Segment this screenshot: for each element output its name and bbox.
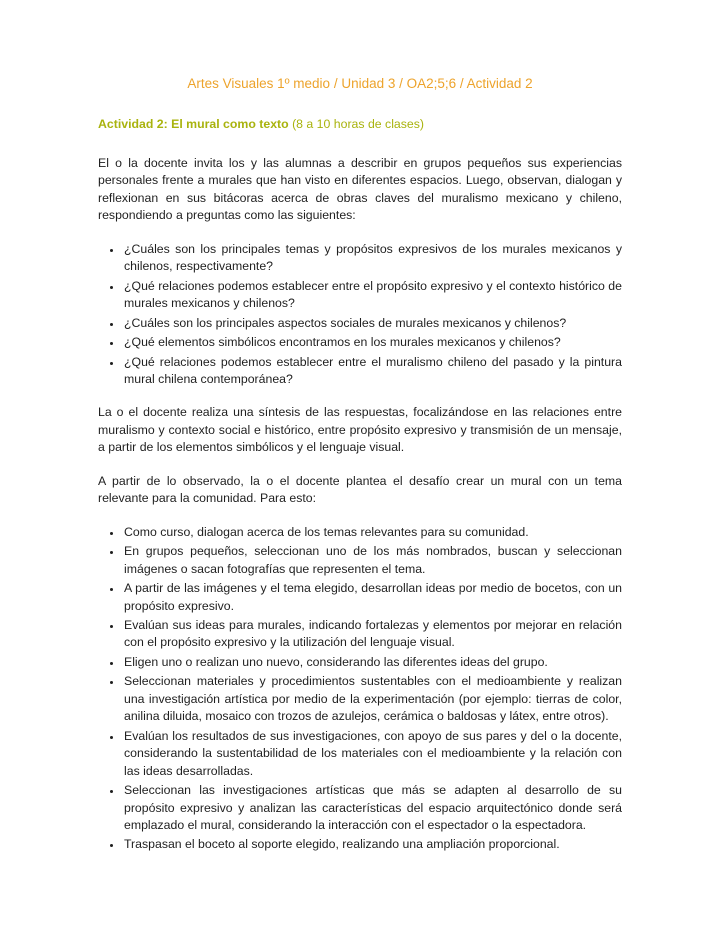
challenge-paragraph: A partir de lo observado, la o el docente plantea el desafío crear un mural con un tema relevante para la comunidad. Para esto: xyxy=(98,473,622,506)
step-list-item: • Evalúan sus ideas para murales, indicando fortalezas y elementos por mejorar en relación con el propósito expresivo y la utilización del lenguaje visual. xyxy=(122,617,622,652)
document-title: Artes Visuales 1º medio / Unidad 3 / OA2;5;6 / Actividad 2 xyxy=(187,76,533,91)
question-list-item: • ¿Cuáles son los principales aspectos sociales de murales mexicanos y chilenos? xyxy=(122,315,622,332)
activity-heading-label: Actividad 2: El mural como texto xyxy=(98,117,289,131)
question-list-item: • ¿Qué elementos simbólicos encontramos en los murales mexicanos y chilenos? xyxy=(122,334,622,351)
synthesis-paragraph: La o el docente realiza una síntesis de las respuestas, focalizándose en las relaciones entre muralismo y contexto social e histórico, entre propósito expresivo y transmisión de un mensaje, a partir de los elementos simbólicos y el lenguaje visual. xyxy=(98,405,622,455)
step-list-item: • A partir de las imágenes y el tema elegido, desarrollan ideas por medio de bocetos, con un propósito expresivo. xyxy=(122,580,622,615)
step-list-item: • Como curso, dialogan acerca de los temas relevantes para su comunidad. xyxy=(122,524,622,541)
activity-duration: (8 a 10 horas de clases) xyxy=(288,117,424,131)
steps-list xyxy=(98,524,622,854)
activity-heading xyxy=(98,117,622,131)
questions-list xyxy=(98,241,622,389)
question-list-item: • ¿Qué relaciones podemos establecer entre el propósito expresivo y el contexto histórico de murales mexicanos y chilenos? xyxy=(122,278,622,313)
step-list-item: • Seleccionan las investigaciones artísticas que más se adapten al desarrollo de su propósito expresivo y analizan las características del espacio arquitectónico donde será emplazado el mural, considerando la interacción con el espectador o la espectadora. xyxy=(122,782,622,834)
step-list-item: • Eligen uno o realizan uno nuevo, considerando las diferentes ideas del grupo. xyxy=(122,654,622,671)
step-list-item: • En grupos pequeños, seleccionan uno de los más nombrados, buscan y seleccionan imágenes o sacan fotografías que representen el tema. xyxy=(122,543,622,578)
question-list-item: • ¿Cuáles son los principales temas y propósitos expresivos de los murales mexicanos y chilenos, respectivamente? xyxy=(122,241,622,276)
step-list-item: • Traspasan el boceto al soporte elegido, realizando una ampliación proporcional. xyxy=(122,836,622,853)
step-list-item: • Evalúan los resultados de sus investigaciones, con apoyo de sus pares y del o la docente, considerando la sustentabilidad de los materiales con el medioambiente y la relación con las ideas desarrolladas. xyxy=(122,728,622,780)
intro-paragraph: El o la docente invita los y las alumnas a describir en grupos pequeños sus experiencias personales frente a murales que han visto en diferentes espacios. Luego, observan, dialogan y reflexionan en sus bitácoras acerca de obras claves del muralismo mexicano y chileno, respondiendo a preguntas como las siguientes: xyxy=(98,156,622,223)
step-list-item: • Seleccionan materiales y procedimientos sustentables con el medioambiente y realizan una investigación artística por medio de la experimentación (por ejemplo: tierras de color, anilina diluida, mosaico con trozos de azulejos, cerámica o baldosas y látex, entre otros). xyxy=(122,673,622,725)
question-list-item: • ¿Qué relaciones podemos establecer entre el muralismo chileno del pasado y la pintura mural chilena contemporánea? xyxy=(122,354,622,389)
